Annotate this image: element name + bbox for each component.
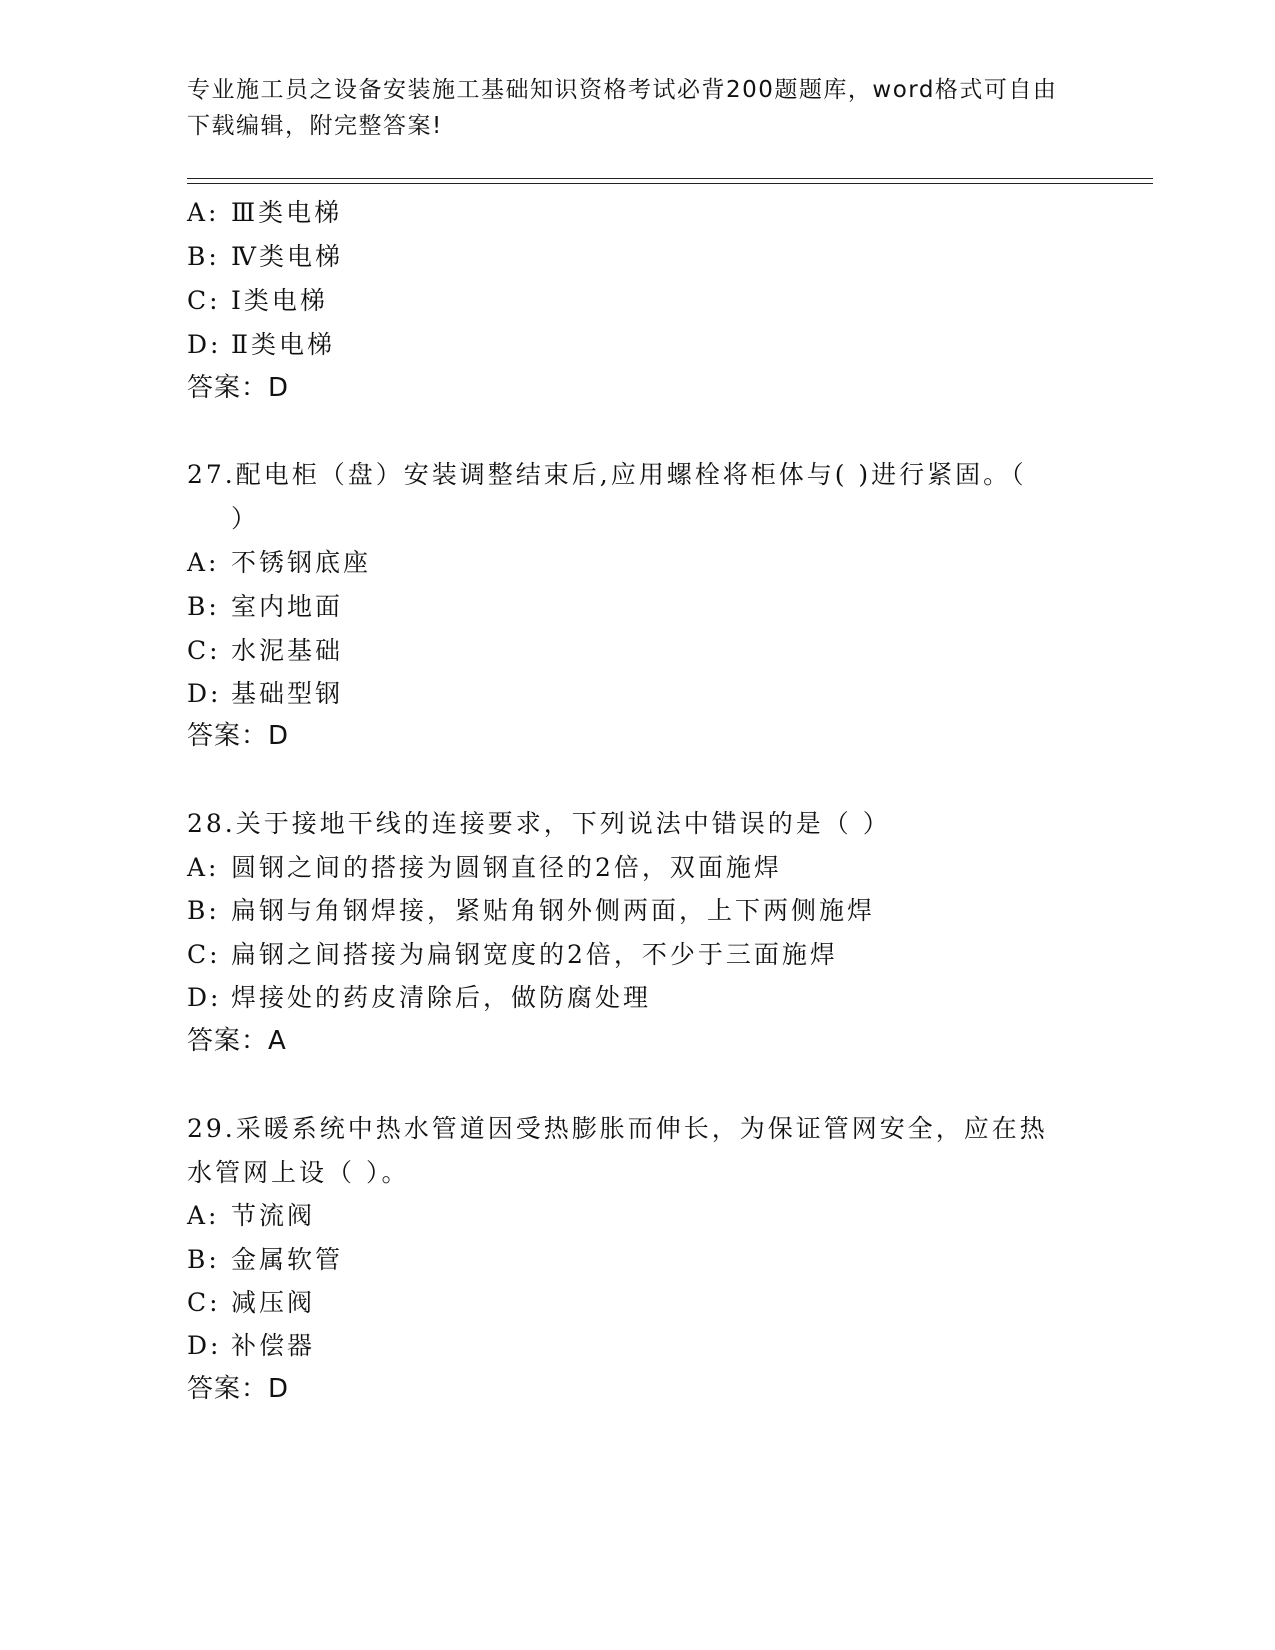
- header-line-1: 专业施工员之设备安装施工基础知识资格考试必背200题题库，word格式可自由: [187, 77, 1058, 103]
- option-text: Ⅰ类电梯: [231, 286, 328, 315]
- option-text: 减压阀: [231, 1288, 316, 1317]
- q27-option-b: [187, 584, 1087, 629]
- option-text: 基础型钢: [231, 679, 344, 708]
- q26-option-d: [187, 322, 1087, 367]
- option-letter: C:: [187, 286, 221, 315]
- q26-option-a: [187, 190, 1087, 235]
- option-letter: A:: [187, 853, 220, 882]
- option-letter: D:: [187, 1331, 222, 1360]
- q28-option-d: [187, 975, 1087, 1020]
- option-letter: B:: [187, 896, 220, 925]
- option-text: 室内地面: [231, 592, 344, 621]
- option-text: 金属软管: [231, 1245, 344, 1274]
- q28-option-c: [187, 932, 1087, 977]
- q27-option-a: [187, 540, 1087, 585]
- q28-stem-line-1: 28.关于接地干线的连接要求，下列说法中错误的是（ ）: [187, 809, 891, 838]
- q29-stem-line-2: 水管网上设（ ）。: [187, 1158, 410, 1187]
- header-rule-top: [187, 178, 1153, 179]
- q29-answer: 答案：D: [187, 1374, 290, 1404]
- header-rule-bottom: [187, 183, 1153, 184]
- header-line-2: 下载编辑，附完整答案!: [187, 113, 443, 139]
- option-text: 圆钢之间的搭接为圆钢直径的2倍，双面施焊: [231, 853, 782, 882]
- q28-option-a: [187, 845, 1087, 890]
- option-text: 节流阀: [231, 1201, 316, 1230]
- document-header: [187, 72, 1067, 144]
- q26-answer: 答案：D: [187, 373, 290, 403]
- option-letter: C:: [187, 1288, 221, 1317]
- option-letter: D:: [187, 330, 222, 359]
- q27-option-d: [187, 671, 1087, 716]
- q29-option-b: [187, 1237, 1087, 1282]
- option-text: Ⅲ类电梯: [231, 198, 343, 227]
- option-letter: D:: [187, 679, 222, 708]
- q29-stem-line-1: 29.采暖系统中热水管道因受热膨胀而伸长，为保证管网安全，应在热: [187, 1114, 1048, 1143]
- option-letter: A:: [187, 548, 220, 577]
- q28-answer: 答案：A: [187, 1026, 287, 1056]
- q29-option-c: [187, 1280, 1087, 1325]
- option-text: 扁钢之间搭接为扁钢宽度的2倍，不少于三面施焊: [231, 940, 838, 969]
- q27-stem-line-1: 27.配电柜（盘）安装调整结束后,应用螺栓将柜体与( )进行紧固。（: [187, 460, 1027, 489]
- q26-option-c: [187, 278, 1087, 323]
- q29-option-a: [187, 1193, 1087, 1238]
- option-letter: A:: [187, 1201, 220, 1230]
- option-letter: A:: [187, 198, 220, 227]
- option-text: 水泥基础: [231, 636, 344, 665]
- q28-option-b: [187, 888, 1087, 933]
- option-text: Ⅱ类电梯: [231, 330, 335, 359]
- option-text: Ⅳ类电梯: [231, 242, 343, 271]
- option-text: 不锈钢底座: [231, 548, 372, 577]
- option-letter: C:: [187, 636, 221, 665]
- q29-option-d: [187, 1323, 1087, 1368]
- option-text: 扁钢与角钢焊接，紧贴角钢外侧两面，上下两侧施焊: [231, 896, 876, 925]
- q27-answer: 答案：D: [187, 721, 290, 751]
- option-letter: B:: [187, 1245, 220, 1274]
- q26-option-b: [187, 234, 1087, 279]
- q27-option-c: [187, 628, 1087, 673]
- option-letter: B:: [187, 592, 220, 621]
- option-text: 焊接处的药皮清除后，做防腐处理: [231, 983, 652, 1012]
- option-letter: B:: [187, 242, 220, 271]
- option-letter: D:: [187, 983, 222, 1012]
- q27-stem-line-2: ）: [231, 504, 260, 533]
- option-text: 补偿器: [231, 1331, 316, 1360]
- option-letter: C:: [187, 940, 221, 969]
